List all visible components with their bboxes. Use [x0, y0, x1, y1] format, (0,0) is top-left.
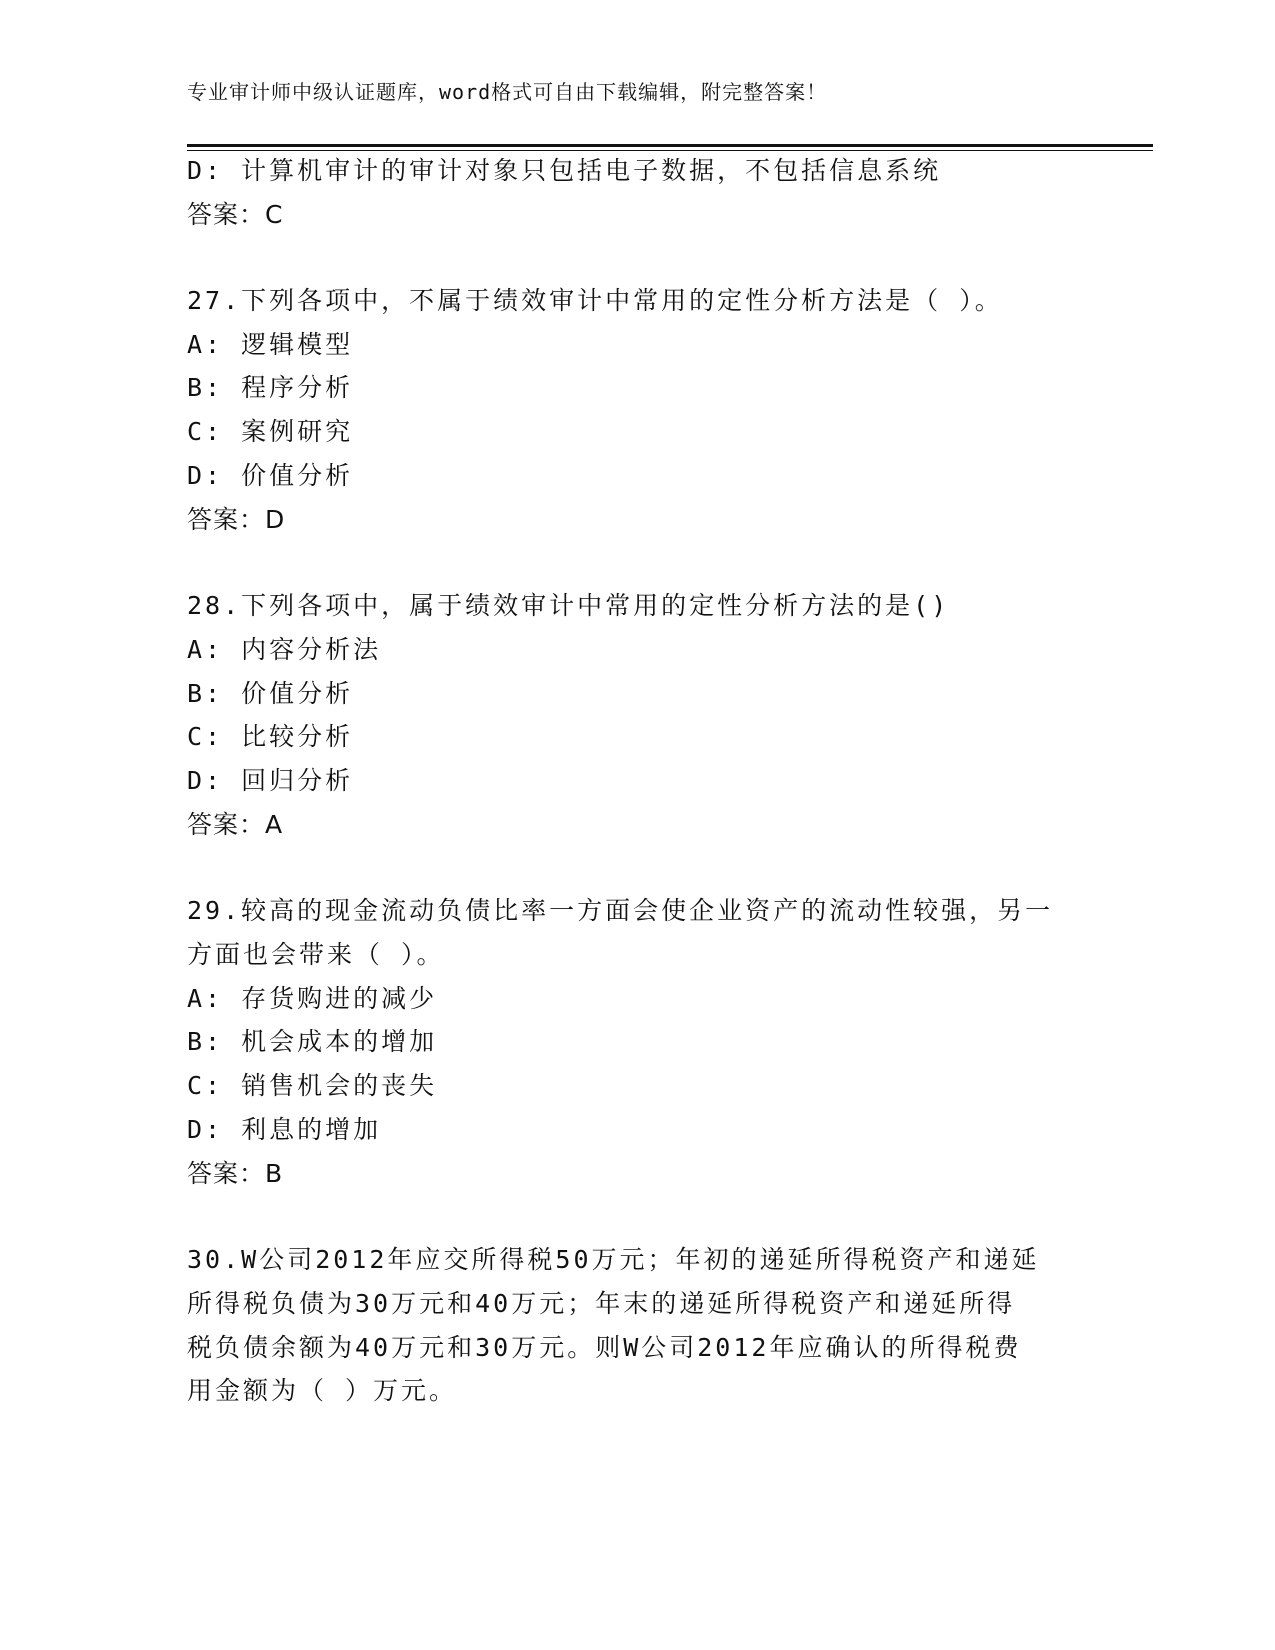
q30-stem-line2: 所得税负债为30万元和40万元；年末的递延所得税资产和递延所得 — [187, 1289, 1016, 1318]
q27-answer: 答案：D — [187, 505, 286, 534]
q30-stem-line1: 30.W公司2012年应交所得税50万元；年初的递延所得税资产和递延 — [187, 1245, 1040, 1274]
q29-stem-line1: 29.较高的现金流动负债比率一方面会使企业资产的流动性较强，另一 — [187, 896, 1054, 925]
q29-stem-line2: 方面也会带来（ ）。 — [187, 940, 445, 969]
q27-option-a: A: 逻辑模型 — [187, 330, 354, 359]
q28-option-c: C: 比较分析 — [187, 722, 354, 751]
q30-stem-line3: 税负债余额为40万元和30万元。则W公司2012年应确认的所得税费 — [187, 1333, 1022, 1362]
q29-answer: 答案：B — [187, 1159, 284, 1188]
q28-option-b: B: 价值分析 — [187, 679, 354, 708]
q30-stem-line4: 用金额为（ ）万元。 — [187, 1376, 458, 1405]
q27-option-b: B: 程序分析 — [187, 373, 354, 402]
q29-option-d: D: 利息的增加 — [187, 1115, 382, 1144]
q27-option-d: D: 价值分析 — [187, 461, 354, 490]
prev-option-d: D: 计算机审计的审计对象只包括电子数据，不包括信息系统 — [187, 156, 942, 185]
q28-option-d: D: 回归分析 — [187, 766, 354, 795]
page-header: 专业审计师中级认证题库，word格式可自由下载编辑，附完整答案！ — [187, 80, 828, 104]
q27-stem: 27.下列各项中，不属于绩效审计中常用的定性分析方法是（ ）。 — [187, 286, 1003, 315]
q28-option-a: A: 内容分析法 — [187, 635, 382, 664]
q28-stem: 28.下列各项中，属于绩效审计中常用的定性分析方法的是() — [187, 591, 950, 620]
q29-option-a: A: 存货购进的减少 — [187, 984, 438, 1013]
q29-option-c: C: 销售机会的丧失 — [187, 1071, 438, 1100]
q29-option-b: B: 机会成本的增加 — [187, 1027, 438, 1056]
prev-answer: 答案：C — [187, 200, 284, 229]
header-rule-thin — [187, 150, 1153, 151]
q28-answer: 答案：A — [187, 810, 284, 839]
header-rule-thick — [187, 144, 1153, 147]
q27-option-c: C: 案例研究 — [187, 417, 354, 446]
